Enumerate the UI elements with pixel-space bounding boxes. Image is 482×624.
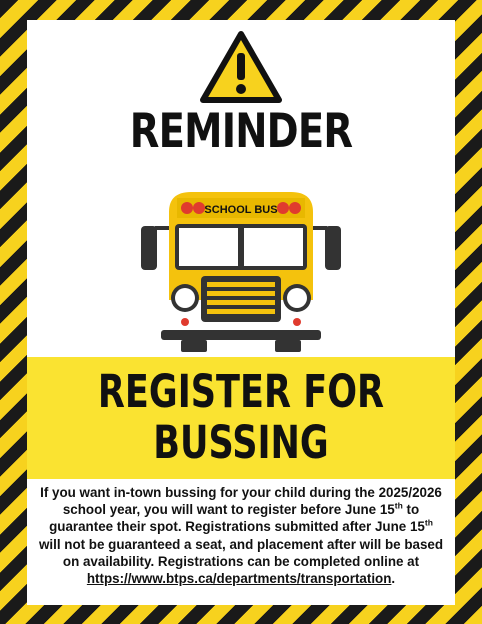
body-paragraph	[37, 484, 445, 587]
body-text-3: will not be guaranteed a seat, and placement after will be based on availability. Registrations can be completed online at	[38, 536, 444, 569]
poster	[27, 20, 455, 605]
headline-line-1: REGISTER FOR	[97, 365, 385, 418]
warning-icon	[199, 29, 283, 105]
ordinal-suffix-1: th	[394, 500, 403, 511]
body-text-end: .	[391, 571, 396, 587]
headline-line-2: BUSSING	[153, 416, 329, 469]
body-text-2: to guarantee their spot. Registrations submitted after June 15	[49, 502, 425, 535]
reminder-title: REMINDER	[129, 104, 353, 159]
bus-sign-text: SCHOOL BUS	[204, 204, 278, 216]
registration-link[interactable]: https://www.btps.ca/departments/transportation	[86, 571, 392, 587]
headline-band	[27, 357, 455, 479]
school-bus-illustration	[141, 174, 341, 354]
body-text-1: If you want in-town bussing for your child during the 2025/2026 school year, you will want to register before June 15	[40, 485, 442, 518]
ordinal-suffix-2: th	[424, 517, 433, 528]
headline	[74, 366, 408, 468]
